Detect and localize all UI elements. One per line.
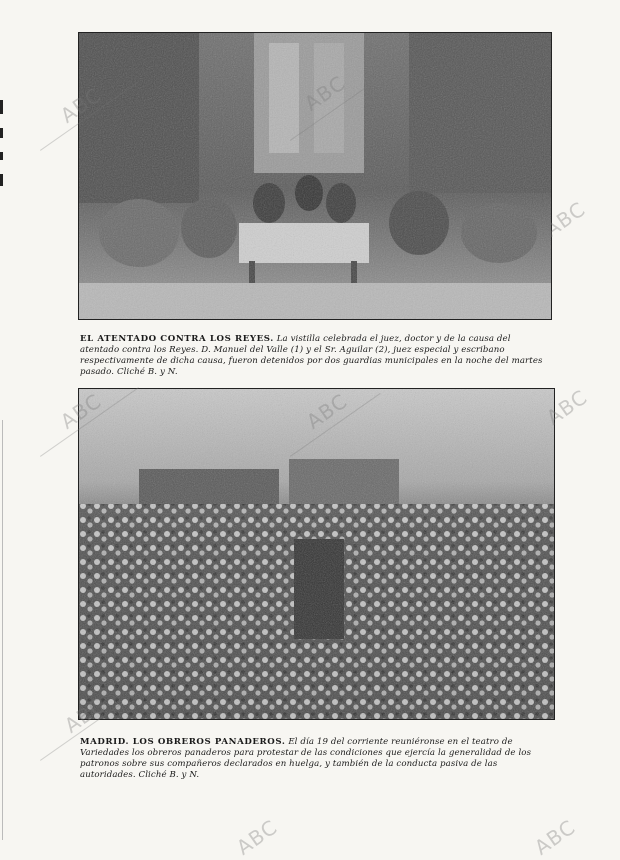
caption-bakers-text: El día 19 del corriente reuniéronse en el teatro de Variedades los obreros panaderos para protestar de las condiciones que ejercía la generalidad de los patronos sobre sus compañeros declarados en huelga, y también de la conducta pasiva de las autoridades. Cliché B. y N. — [80, 737, 532, 780]
photo-courtroom — [78, 32, 552, 320]
watermark-logo: ABC — [530, 814, 580, 860]
watermark-logo: ABC — [542, 384, 592, 430]
watermark-logo: ABC — [56, 82, 106, 128]
watermark-logo: ABC — [300, 70, 350, 116]
margin-marks — [0, 100, 4, 240]
caption-courtroom-lead: EL ATENTADO CONTRA LOS REYES. — [80, 334, 274, 344]
courtroom-photo-image — [79, 33, 551, 319]
caption-bakers-assembly — [80, 737, 554, 781]
watermark-logo: ABC — [60, 692, 110, 738]
watermark-logo: ABC — [56, 388, 106, 434]
caption-bakers-lead: MADRID. LOS OBREROS PANADEROS. — [80, 737, 286, 747]
watermark-logo: ABC — [540, 196, 590, 242]
margin-rule — [2, 420, 3, 840]
caption-courtroom-text: La vistilla celebrada el juez, doctor y de la causa del atentado contra los Reyes. D. Manuel del Valle (1) y el Sr. Aguilar (2), juez especial y escribano respectivamente de dicha causa, fueron detenidos por dos guardias municipales en la noche del martes pasado. Cliché B. y N. — [80, 334, 543, 377]
caption-courtroom — [80, 334, 552, 378]
watermark-logo: ABC — [232, 814, 282, 860]
watermark-logo: ABC — [302, 388, 352, 434]
